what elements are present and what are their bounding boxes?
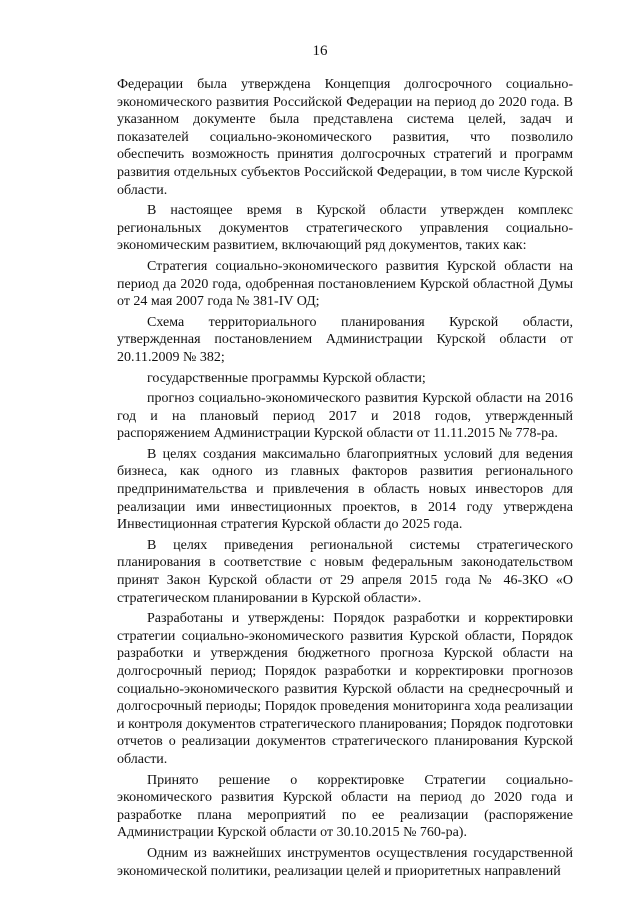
paragraph-9: Разработаны и утверждены: Порядок разработки и корректировки стратегии социально-экономического развития Курской области, Порядок разработки и утверждения бюджетного прогноза Курской области на долгосрочный период; Порядок разработки и корректировки прогнозов социально-экономического развития Курской области на среднесрочный и долгосрочный периоды; Порядок проведения мониторинга хода реализации и контроля документов стратегического планирования; Порядок подготовки отчетов о реализации документов стратегического планирования Курской области. bbox=[117, 611, 573, 767]
paragraph-10: Принято решение о корректировке Стратегии социально-экономического развития Курской области на период до 2020 года и разработке плана мероприятий по ее реализации (распоряжение Администрации Курской области от 30.10.2015 № 760-ра). bbox=[117, 772, 573, 841]
paragraph-6: прогноз социально-экономического развития Курской области на 2016 год и на плановый период 2017 и 2018 годов, утвержденный распоряжением Администрации Курской области от 11.11.2015 № 778-ра. bbox=[117, 391, 573, 442]
page-number: 16 bbox=[312, 43, 328, 59]
paragraph-3: Стратегия социально-экономического развития Курской области на период да 2020 года, одобренная постановлением Курской областной Думы от 24 мая 2007 года № 381-IV ОД; bbox=[117, 258, 573, 310]
paragraph-8: В целях приведения региональной системы стратегического планирования в соответствие с новым федеральным законодательством принят Закон Курской области от 29 апреля 2015 года № 46-ЗКО «О стратегическом планировании в Курской области». bbox=[117, 537, 573, 606]
paragraph-7: В целях создания максимально благоприятных условий для ведения бизнеса, как одного из главных факторов развития регионального предпринимательства и привлечения в область новых инвесторов для реализации ими инвестиционных проектов, в 2014 году утверждена Инвестиционная стратегия Курской области до 2025 года. bbox=[117, 446, 573, 533]
paragraph-11: Одним из важнейших инструментов осуществления государственной экономической политики, реализации целей и приоритетных направлений bbox=[117, 845, 573, 879]
paragraph-1: Федерации была утверждена Концепция долгосрочного социально-экономического развития Российской Федерации на период до 2020 года. В указанном документе была представлена система целей, задач и показателей социально-экономического развития, что позволило обеспечить возможность принятия долгосрочных стратегий и программ развития отдельных субъектов Российской Федерации, в том числе Курской области. bbox=[117, 77, 573, 198]
document-body bbox=[117, 76, 573, 883]
paragraph-4: Схема территориального планирования Курской области, утвержденная постановлением Администрации Курской области от 20.11.2009 № 382; bbox=[117, 314, 573, 365]
paragraph-5: государственные программы Курской области; bbox=[147, 370, 426, 386]
paragraph-2: В настоящее время в Курской области утвержден комплекс региональных документов стратегического управления социально-экономическим развитием, включающий ряд документов, таких как: bbox=[117, 203, 573, 254]
